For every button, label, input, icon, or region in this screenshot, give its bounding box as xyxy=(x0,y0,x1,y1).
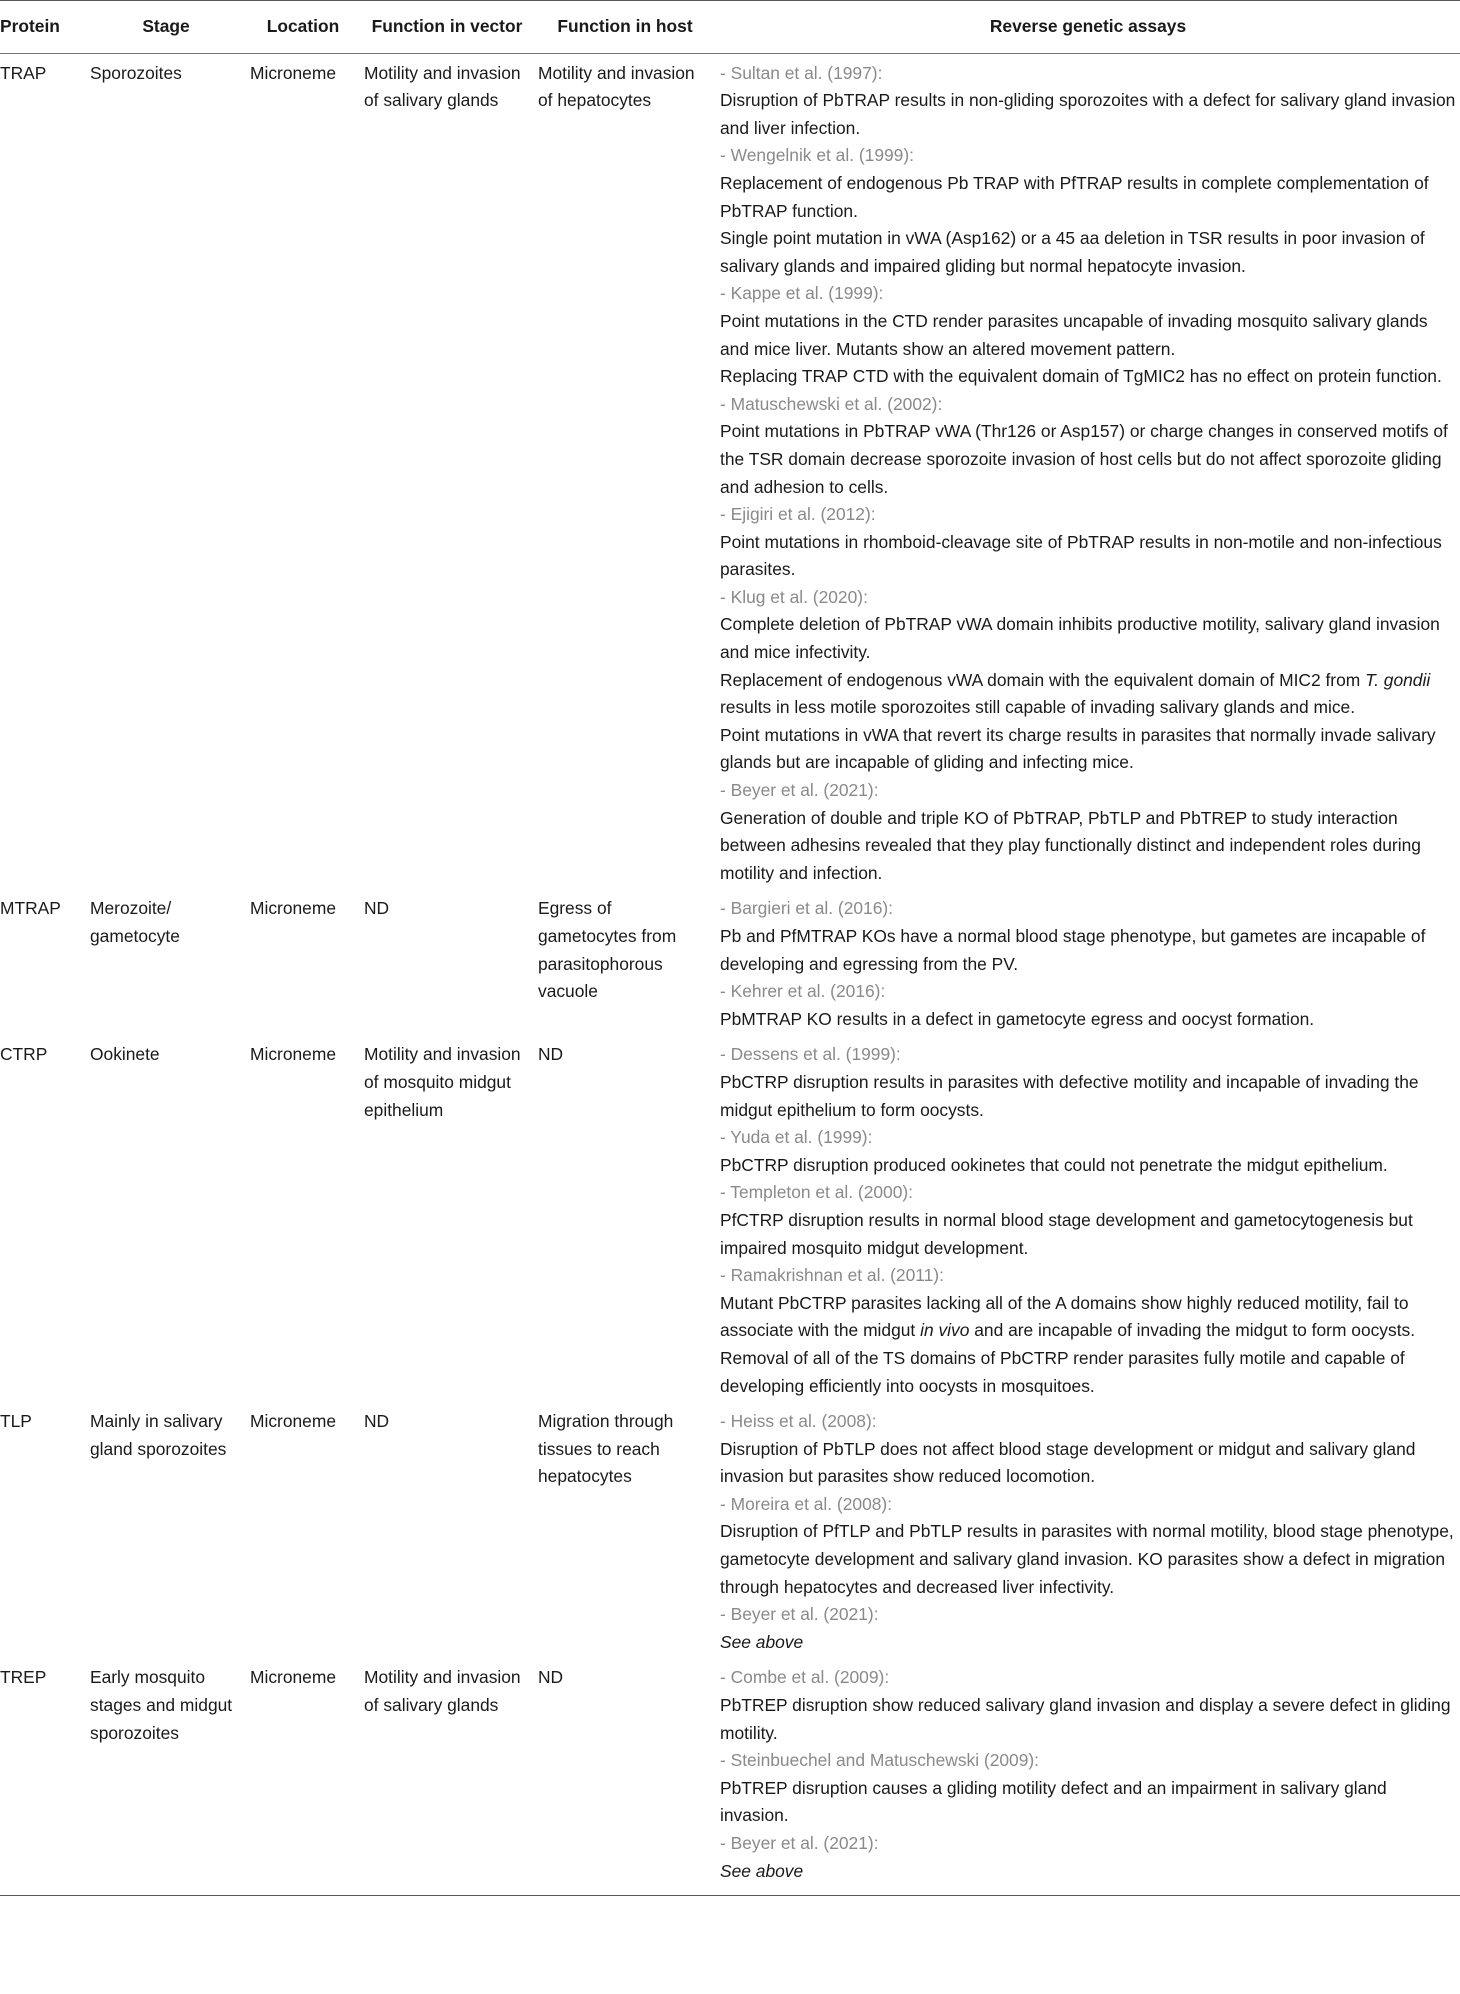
function-vector-cell: ND xyxy=(364,898,390,919)
assay-text: Replacement of endogenous vWA domain with the equivalent domain of MIC2 from xyxy=(720,669,1366,690)
assay-description: Disruption of PbTRAP results in non-gliding sporozoites with a defect for salivary gland invasion and liver infection. xyxy=(720,90,1456,138)
assay-description: PbTREP disruption causes a gliding motility defect and an impairment in salivary gland invasion. xyxy=(720,1777,1387,1826)
assay-description: Complete deletion of PbTRAP vWA domain inhibits productive motility, salivary gland invasion and mice infectivity. xyxy=(720,614,1440,663)
location-cell: Microneme xyxy=(246,1658,360,1895)
function-host-cell: ND xyxy=(538,1044,564,1065)
reference-citation: - Templeton et al. (2000): xyxy=(720,1182,914,1203)
reverse-genetic-assays-cell xyxy=(716,889,1460,1035)
header-stage: Stage xyxy=(86,1,246,54)
assay-description: PfCTRP disruption results in normal blood stage development and gametocytogenesis but impaired mosquito midgut development. xyxy=(720,1209,1413,1258)
header-reverse-genetic-assays: Reverse genetic assays xyxy=(716,1,1460,54)
assay-description: Pb and PfMTRAP KOs have a normal blood stage phenotype, but gametes are incapable of developing and egressing from the PV. xyxy=(720,926,1426,974)
table-row xyxy=(0,1402,1460,1658)
function-vector-cell: ND xyxy=(364,1411,390,1432)
italic-term: T. gondii xyxy=(1365,669,1431,690)
function-vector-cell: Motility and invasion of salivary glands xyxy=(360,1658,534,1895)
assay-description: Single point mutation in vWA (Asp162) or a 45 aa deletion in TSR results in poor invasion of salivary glands and impaired gliding but normal hepatocyte invasion. xyxy=(720,228,1425,276)
table-row xyxy=(0,889,1460,1035)
location-cell: Microneme xyxy=(250,898,337,919)
assay-description: Disruption of PfTLP and PbTLP results in parasites with normal motility, blood stage phenotype, gametocyte development and salivary gland invasion. KO parasites show a defect in migration through hepatocytes and decreased liver infectivity. xyxy=(720,1521,1454,1597)
function-vector-cell: Motility and invasion of mosquito midgut epithelium xyxy=(364,1044,521,1120)
stage-cell: Mainly in salivary gland sporozoites xyxy=(90,1411,227,1459)
assay-text: Mutant PbCTRP parasites lacking all of the A domains show highly reduced motility, fail to associate with the midgut xyxy=(720,1292,1409,1341)
assay-description: PbCTRP disruption results in parasites with defective motility and incapable of invading the midgut epithelium to form oocysts. xyxy=(720,1071,1419,1120)
reference-citation: - Heiss et al. (2008): xyxy=(720,1411,877,1432)
stage-cell: Ookinete xyxy=(90,1044,160,1065)
assay-description: PbMTRAP KO results in a defect in gametocyte egress and oocyst formation. xyxy=(720,1008,1315,1029)
stage-cell: Sporozoites xyxy=(90,62,182,83)
location-cell: Microneme xyxy=(250,1411,337,1432)
reverse-genetic-assays-cell xyxy=(716,1035,1460,1402)
assay-description: Generation of double and triple KO of PbTRAP, PbTLP and PbTREP to study interaction between adhesins revealed that they play functionally distinct and independent roles during motility and infection. xyxy=(720,807,1421,883)
italic-term: in vivo xyxy=(920,1320,970,1341)
location-cell: Microneme xyxy=(250,1044,337,1065)
see-above-note: See above xyxy=(720,1631,804,1652)
header-function-host: Function in host xyxy=(534,1,716,54)
reference-citation: - Ejigiri et al. (2012): xyxy=(720,504,876,525)
reference-citation: - Kehrer et al. (2016): xyxy=(720,981,886,1002)
location-cell: Microneme xyxy=(250,62,337,83)
header-protein: Protein xyxy=(0,1,86,54)
protein-cell: MTRAP xyxy=(0,898,61,919)
reference-citation: - Matuschewski et al. (2002): xyxy=(720,393,943,414)
see-above-note: See above xyxy=(720,1860,804,1881)
function-vector-cell: Motility and invasion of salivary glands xyxy=(364,62,521,111)
protein-cell: CTRP xyxy=(0,1044,48,1065)
assay-text: and are incapable of invading the midgut to form oocysts. xyxy=(969,1320,1416,1341)
assay-description: PbCTRP disruption produced ookinetes that could not penetrate the midgut epithelium. xyxy=(720,1154,1388,1175)
reference-citation: - Kappe et al. (1999): xyxy=(720,283,884,304)
stage-cell: Early mosquito stages and midgut sporozoites xyxy=(86,1658,246,1895)
table-header xyxy=(0,1,1460,54)
table-row xyxy=(0,1035,1460,1402)
reference-citation: - Yuda et al. (1999): xyxy=(720,1127,873,1148)
assay-description: Point mutations in PbTRAP vWA (Thr126 or Asp157) or charge changes in conserved motifs of the TSR domain decrease sporozoite invasion of host cells but do not affect sporozoite gliding and adhesion to cells. xyxy=(720,421,1448,497)
header-row xyxy=(0,1,1460,54)
function-host-cell: Egress of gametocytes from parasitophorous vacuole xyxy=(538,898,677,1002)
reference-citation: - Ramakrishnan et al. (2011): xyxy=(720,1265,944,1286)
reference-citation: - Beyer et al. (2021): xyxy=(720,1833,879,1853)
assay-description: Replacement of endogenous Pb TRAP with PfTRAP results in complete complementation of PbTRAP function. xyxy=(720,172,1429,221)
function-host-cell: Motility and invasion of hepatocytes xyxy=(538,62,695,111)
table-row xyxy=(0,53,1460,889)
assay-description: Point mutations in rhomboid-cleavage site of PbTRAP results in non-motile and non-infectious parasites. xyxy=(720,531,1442,580)
table-body xyxy=(0,53,1460,1896)
reference-citation: - Wengelnik et al. (1999): xyxy=(720,145,914,166)
assay-description xyxy=(720,667,1456,722)
protein-cell: TREP xyxy=(0,1658,86,1895)
reverse-genetic-assays-cell xyxy=(716,53,1460,889)
reference-citation: - Beyer et al. (2021): xyxy=(720,1604,879,1625)
reference-citation: - Steinbuechel and Matuschewski (2009): xyxy=(720,1750,1040,1771)
assay-text: results in less motile sporozoites still capable of invading salivary glands and mice. xyxy=(720,697,1356,718)
protein-cell: TLP xyxy=(0,1411,32,1432)
header-location: Location xyxy=(246,1,360,54)
reverse-genetic-assays-cell xyxy=(716,1658,1460,1895)
assay-description xyxy=(720,1290,1456,1345)
reference-citation: - Combe et al. (2009): xyxy=(720,1667,890,1688)
reference-citation: - Beyer et al. (2021): xyxy=(720,780,879,801)
protein-cell: TRAP xyxy=(0,62,47,83)
reference-citation: - Moreira et al. (2008): xyxy=(720,1493,893,1514)
reference-citation: - Bargieri et al. (2016): xyxy=(720,898,894,919)
stage-cell: Merozoite/ gametocyte xyxy=(90,898,180,946)
reference-citation: - Sultan et al. (1997): xyxy=(720,62,883,83)
header-function-vector: Function in vector xyxy=(360,1,534,54)
assay-description: Replacing TRAP CTD with the equivalent domain of TgMIC2 has no effect on protein function. xyxy=(720,366,1442,387)
assay-description: Disruption of PbTLP does not affect blood stage development or midgut and salivary gland invasion but parasites show reduced locomotion. xyxy=(720,1438,1416,1487)
assay-description: Point mutations in vWA that revert its charge results in parasites that normally invade salivary glands but are incapable of gliding and infecting mice. xyxy=(720,724,1436,773)
assay-description: Point mutations in the CTD render parasites uncapable of invading mosquito salivary glands and mice liver. Mutants show an altered movement pattern. xyxy=(720,310,1428,359)
reverse-genetic-assays-cell xyxy=(716,1402,1460,1658)
function-host-cell: Migration through tissues to reach hepatocytes xyxy=(538,1411,674,1487)
table-row xyxy=(0,1658,1460,1895)
assay-description: PbTREP disruption show reduced salivary gland invasion and display a severe defect in gliding motility. xyxy=(720,1695,1451,1743)
reference-citation: - Klug et al. (2020): xyxy=(720,586,868,607)
reference-citation: - Dessens et al. (1999): xyxy=(720,1044,901,1065)
assay-description: Removal of all of the TS domains of PbCTRP render parasites fully motile and capable of developing efficiently into oocysts in mosquitoes. xyxy=(720,1347,1405,1396)
function-host-cell: ND xyxy=(534,1658,716,1895)
